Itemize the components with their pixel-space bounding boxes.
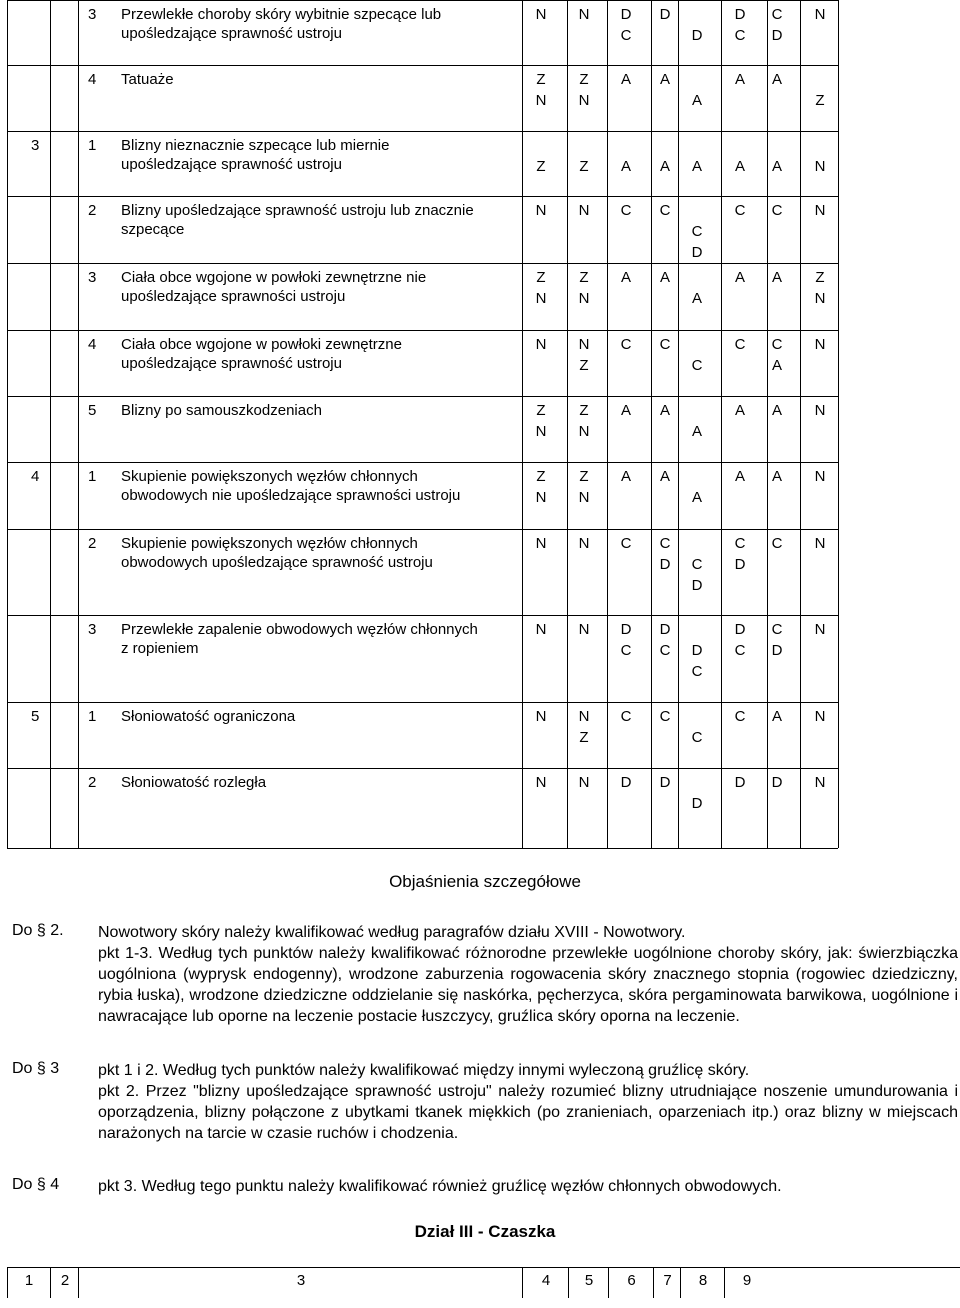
category-code: C <box>691 556 703 573</box>
category-code: A <box>734 269 745 286</box>
condition-description: obwodowych nie upośledzające sprawności ustroju <box>121 487 461 504</box>
condition-description: Tatuaże <box>121 71 174 88</box>
column-header: 3 <box>78 1268 523 1298</box>
condition-description: Słoniowatość ograniczona <box>121 708 296 725</box>
table-row <box>0 615 960 702</box>
paragraph-number: 3 <box>31 137 40 154</box>
category-code: C <box>691 729 703 746</box>
category-code: D <box>620 774 632 791</box>
category-code: D <box>691 27 703 44</box>
category-code: A <box>771 158 782 175</box>
category-code: D <box>659 556 671 573</box>
category-code: C <box>734 642 746 659</box>
note-paragraph: Nowotwory skóry należy kwalifikować według paragrafów działu XVIII - Nowotwory. <box>98 924 686 941</box>
condition-description: Blizny po samouszkodzeniach <box>121 402 322 419</box>
category-code: A <box>659 402 670 419</box>
category-code: D <box>659 621 671 638</box>
condition-description: Skupienie powiększonych węzłów chłonnych <box>121 535 418 552</box>
category-code: Z <box>536 468 546 485</box>
category-code: D <box>691 795 703 812</box>
table-row <box>0 529 960 615</box>
category-code: Z <box>536 402 546 419</box>
category-code: N <box>814 336 826 353</box>
category-code: A <box>691 489 702 506</box>
table-row <box>0 196 960 263</box>
category-code: C <box>771 535 783 552</box>
category-code: A <box>734 402 745 419</box>
condition-description: upośledzające sprawność ustroju <box>121 25 342 42</box>
table-row <box>0 330 960 396</box>
table-row <box>0 0 960 65</box>
condition-description: upośledzające sprawność ustroju <box>121 355 342 372</box>
condition-description: szpecące <box>121 221 185 238</box>
category-code: A <box>691 158 702 175</box>
section-table-header <box>7 1267 960 1298</box>
category-code: Z <box>579 71 589 88</box>
explanations-heading: Objaśnienia szczegółowe <box>389 872 581 891</box>
note-label: Do § 4 <box>12 1176 60 1193</box>
condition-description: Przewlekłe zapalenie obwodowych węzłów chłonnych <box>121 621 478 638</box>
table-row <box>0 462 960 529</box>
column-header: 1 <box>24 1272 34 1289</box>
category-code: D <box>659 774 671 791</box>
category-code: Z <box>579 402 589 419</box>
note-paragraph: pkt 2. Przez "blizny upośledzające sprawność ustroju" należy rozumieć blizny utrudniające noszenie umundurowania i oporządzenia, blizny połączone z ubytkami tkanek miękkich (po zranieniach, oparzeniach itp.) oraz blizny w miejscach narażonych na tarcie w czasie ruchów i chodzenia. <box>98 1083 958 1142</box>
category-code: Z <box>815 269 825 286</box>
category-code: Z <box>536 269 546 286</box>
category-code: N <box>535 336 547 353</box>
condition-description: obwodowych upośledzające sprawność ustroju <box>121 554 433 571</box>
category-code: D <box>620 621 632 638</box>
category-code: A <box>734 158 745 175</box>
category-code: A <box>771 468 782 485</box>
category-code: N <box>578 423 590 440</box>
category-code: C <box>659 202 671 219</box>
category-code: C <box>620 642 632 659</box>
category-code: Z <box>579 468 589 485</box>
category-code: N <box>578 92 590 109</box>
category-code: C <box>734 336 746 353</box>
category-code: D <box>691 244 703 261</box>
category-code: C <box>771 6 783 23</box>
category-code: N <box>535 535 547 552</box>
category-code: Z <box>579 729 589 746</box>
column-header: 5 <box>568 1268 609 1298</box>
point-number: 3 <box>88 6 97 23</box>
note-text <box>98 1060 958 1144</box>
note-paragraph: pkt 3. Według tego punktu należy kwalifikować również gruźlicę węzłów chłonnych obwodowych. <box>98 1178 782 1195</box>
category-code: N <box>578 621 590 638</box>
category-code: A <box>620 468 631 485</box>
category-code: N <box>535 423 547 440</box>
category-code: C <box>620 708 632 725</box>
table-row <box>0 263 960 330</box>
category-code: N <box>578 535 590 552</box>
category-code: A <box>620 269 631 286</box>
condition-description: upośledzające sprawności ustroju <box>121 288 346 305</box>
category-code: N <box>814 535 826 552</box>
category-code: Z <box>815 92 825 109</box>
table-row <box>0 702 960 768</box>
point-number: 5 <box>88 402 97 419</box>
condition-description: Blizny upośledzające sprawność ustroju lub znacznie <box>121 202 474 219</box>
category-code: N <box>578 336 590 353</box>
condition-description: Przewlekłe choroby skóry wybitnie szpecące lub <box>121 6 442 23</box>
category-code: N <box>578 708 590 725</box>
category-code: A <box>620 71 631 88</box>
category-code: A <box>659 158 670 175</box>
category-code: D <box>771 27 783 44</box>
point-number: 4 <box>88 336 97 353</box>
category-code: C <box>771 202 783 219</box>
note-text <box>98 922 958 1027</box>
category-code: A <box>771 357 782 374</box>
condition-description: Ciała obce wgojone w powłoki zewnętrzne nie <box>121 269 427 286</box>
category-code: C <box>620 27 632 44</box>
column-header: 2 <box>50 1268 79 1298</box>
note-label: Do § 2. <box>12 922 64 939</box>
note-paragraph: pkt 1-3. Według tych punktów należy kwalifikować różnorodne przewlekłe uogólnione choroby skóry, jak: świerzbiączka uogólniona (wyprysk endogenny), wrodzone zaburzenia rogowacenia skóry znacznego stopnia (rogowiec dziedziczny, rybia łuska), wrodzone dziedziczne oddzielanie się naskórka, pęcherzyca, skóra pergaminowata barwikowa, uogólnione i nawracające lub oporne na leczenie postacie łuszczycy, gruźlica skóry oporna na leczenie. <box>98 945 958 1025</box>
category-code: A <box>771 708 782 725</box>
paragraph-number: 4 <box>31 468 40 485</box>
category-code: A <box>659 71 670 88</box>
category-code: Z <box>536 71 546 88</box>
category-code: N <box>578 202 590 219</box>
category-code: N <box>814 290 826 307</box>
column-header: 7 <box>653 1268 681 1298</box>
category-code: C <box>771 621 783 638</box>
table-row <box>0 768 960 848</box>
table-row <box>0 131 960 196</box>
category-code: A <box>691 92 702 109</box>
category-code: D <box>620 6 632 23</box>
column-header: 4 <box>522 1268 569 1298</box>
category-code: N <box>535 202 547 219</box>
point-number: 4 <box>88 71 97 88</box>
point-number: 3 <box>88 621 97 638</box>
category-code: A <box>691 290 702 307</box>
category-code: N <box>535 92 547 109</box>
condition-description: Słoniowatość rozległa <box>121 774 267 791</box>
category-code: N <box>814 708 826 725</box>
table-gridline <box>7 848 838 849</box>
category-code: N <box>814 774 826 791</box>
category-code: N <box>535 621 547 638</box>
category-code: C <box>734 535 746 552</box>
category-code: N <box>814 402 826 419</box>
category-code: Z <box>579 158 589 175</box>
category-code: Z <box>536 158 546 175</box>
condition-description: Skupienie powiększonych węzłów chłonnych <box>121 468 418 485</box>
point-number: 1 <box>88 137 97 154</box>
point-number: 1 <box>88 468 97 485</box>
category-code: A <box>620 402 631 419</box>
column-header: 6 <box>608 1268 654 1298</box>
category-code: A <box>620 158 631 175</box>
condition-description: Blizny nieznacznie szpecące lub miernie <box>121 137 390 154</box>
category-code: N <box>535 6 547 23</box>
category-code: A <box>734 71 745 88</box>
category-code: C <box>691 357 703 374</box>
point-number: 3 <box>88 269 97 286</box>
category-code: C <box>771 336 783 353</box>
category-code: A <box>771 402 782 419</box>
category-code: C <box>691 663 703 680</box>
category-code: N <box>578 774 590 791</box>
category-code: N <box>535 774 547 791</box>
category-code: A <box>691 423 702 440</box>
category-code: N <box>814 468 826 485</box>
condition-description: Ciała obce wgojone w powłoki zewnętrzne <box>121 336 402 353</box>
category-code: D <box>659 6 671 23</box>
category-code: C <box>620 336 632 353</box>
category-code: A <box>771 71 782 88</box>
point-number: 1 <box>88 708 97 725</box>
condition-description: z ropieniem <box>121 640 199 657</box>
condition-description: upośledzające sprawność ustroju <box>121 156 342 173</box>
category-code: D <box>771 774 783 791</box>
category-code: D <box>691 642 703 659</box>
category-code: N <box>814 621 826 638</box>
category-code: N <box>535 708 547 725</box>
section-title: Dział III - Czaszka <box>414 1222 556 1241</box>
category-code: C <box>659 642 671 659</box>
note-text <box>98 1176 958 1197</box>
category-code: A <box>734 468 745 485</box>
column-header: 8 <box>680 1268 725 1298</box>
category-code: A <box>771 269 782 286</box>
paragraph-number: 5 <box>31 708 40 725</box>
category-code: Z <box>579 269 589 286</box>
category-code: N <box>814 158 826 175</box>
category-code: Z <box>579 357 589 374</box>
point-number: 2 <box>88 202 97 219</box>
category-code: C <box>620 535 632 552</box>
category-code: D <box>734 556 746 573</box>
category-code: N <box>578 489 590 506</box>
column-header: 9 <box>724 1268 769 1298</box>
category-code: N <box>814 202 826 219</box>
category-code: C <box>691 223 703 240</box>
category-code: C <box>734 202 746 219</box>
category-code: C <box>659 535 671 552</box>
table-row <box>0 65 960 131</box>
category-code: D <box>734 774 746 791</box>
category-code: D <box>691 577 703 594</box>
point-number: 2 <box>88 535 97 552</box>
note-label: Do § 3 <box>12 1060 60 1077</box>
category-code: N <box>578 290 590 307</box>
category-code: D <box>771 642 783 659</box>
category-code: C <box>734 708 746 725</box>
category-code: D <box>734 6 746 23</box>
category-code: C <box>659 708 671 725</box>
category-code: D <box>734 621 746 638</box>
category-code: A <box>659 269 670 286</box>
category-code: N <box>535 489 547 506</box>
category-code: C <box>620 202 632 219</box>
category-code: C <box>734 27 746 44</box>
point-number: 2 <box>88 774 97 791</box>
category-code: N <box>535 290 547 307</box>
category-code: N <box>578 6 590 23</box>
category-code: A <box>659 468 670 485</box>
table-row <box>0 396 960 462</box>
category-code: N <box>814 6 826 23</box>
category-code: C <box>659 336 671 353</box>
note-paragraph: pkt 1 i 2. Według tych punktów należy kwalifikować między innymi wyleczoną gruźlicę skóry. <box>98 1062 750 1079</box>
